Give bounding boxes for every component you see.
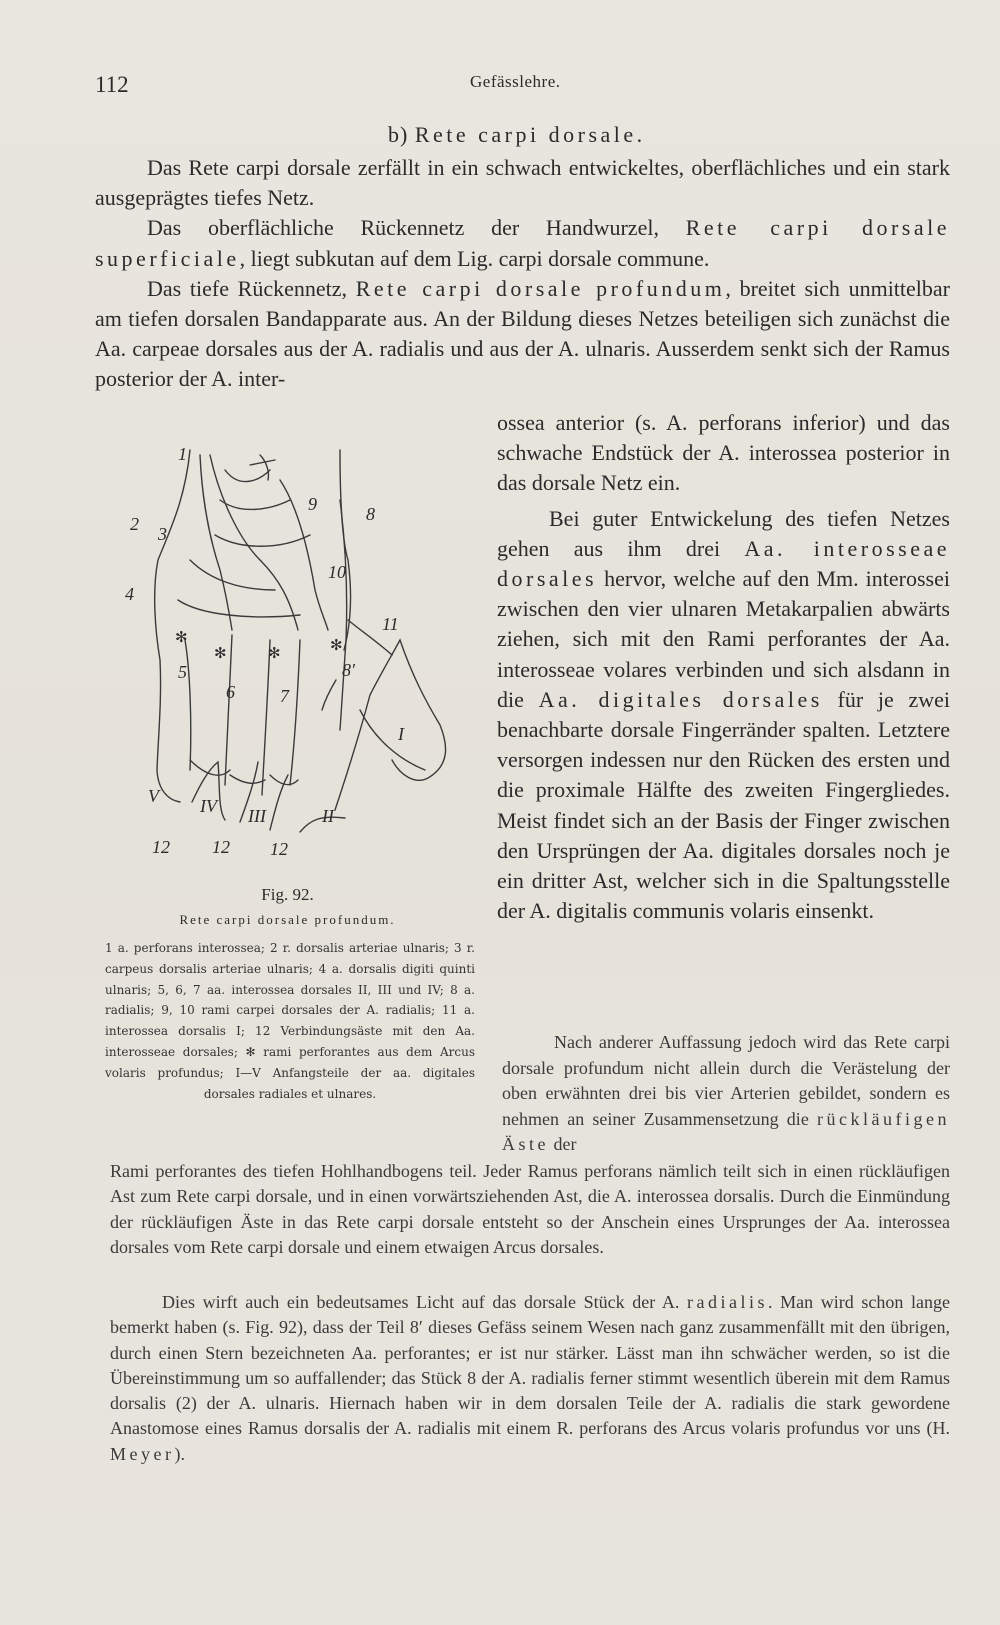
label-roman-V: V	[148, 786, 159, 806]
p3-text-a: Das tiefe Rückennetz,	[147, 275, 356, 301]
p3-term: Rete carpi dorsale profundum	[355, 275, 726, 301]
main-text-top	[95, 153, 950, 395]
hand-artery-figure	[125, 440, 470, 870]
section-prefix: b)	[388, 122, 415, 147]
section-title-spaced: Rete carpi dorsale.	[414, 122, 646, 147]
label-2: 2	[130, 514, 139, 534]
p2-text-b: , liegt subkutan auf dem Lig. carpi dorsale commune.	[239, 245, 710, 271]
p5-text-b: der	[549, 1134, 577, 1154]
artery-main	[200, 455, 232, 630]
p5-term: rückläufigen Äste	[502, 1108, 950, 1154]
hand-outline	[155, 450, 190, 802]
paragraph-5-right	[502, 1030, 950, 1158]
p4-text-b: hervor, welche auf den Mm. interossei zwischen den vier ulnaren Metakarpalien abwärts ziehen, sich mit den Rami perforantes der Aa. interosseae volares verbinden und sich alsdann in die	[497, 566, 950, 712]
label-12c: 12	[270, 839, 288, 859]
p4-term-1: Aa. interosseae dorsales	[497, 535, 950, 592]
p4-text-a: Bei guter Entwickelung des tiefen Netzes gehen aus ihm drei	[497, 505, 950, 561]
paragraph-2	[95, 213, 950, 273]
label-1: 1	[178, 444, 187, 464]
label-12a: 12	[152, 837, 170, 857]
page-number: 112	[95, 72, 129, 97]
figure-caption: 1 a. perforans interossea; 2 r. dorsalis arteriae ulnaris; 3 r. carpeus dorsalis arteriae ulnaris; 4 a. dorsalis digiti quinti ulnaris; 5, 6, 7 aa. interossea dorsales II, III und IV; 8 a. radialis; 9, 10 rami carpei dorsales der A. radialis; 11 a. interossea dorsalis I; 12 Verbindungsäste mit den Aa. interosseae dorsales; ✻ rami perforantes aus dem Arcus volaris profundus; I—V Anfangsteile der aa. digitales dorsales radiales et ulnares.	[105, 941, 475, 1101]
p6-text-c: ).	[174, 1443, 185, 1464]
right-column-text	[497, 408, 950, 926]
star-4: ✻	[330, 638, 343, 654]
p2-text-a: Das oberflächliche Rückennetz der Handwurzel,	[147, 215, 686, 241]
label-8-prime: 8′	[342, 660, 355, 680]
star-3: ✻	[268, 646, 281, 662]
paragraph-3	[95, 274, 950, 395]
label-roman-II: II	[322, 806, 334, 826]
label-7: 7	[280, 686, 289, 706]
figure-label: Fig. 92.	[261, 885, 314, 904]
p2-term: Rete carpi dorsale superficiale	[95, 215, 950, 271]
p6-author: Meyer	[110, 1443, 175, 1464]
p3-text-b: , breitet sich unmittelbar am tiefen dorsalen Bandapparate aus. An der Bildung dieses Netzes beteiligen sich zunächst die Aa. carpeae dorsales aus der A. radialis und aus der A. ulnaris. Ausserdem senkt sich der Ramus posterior der A. inter-	[95, 275, 950, 392]
label-roman-III: III	[248, 806, 266, 826]
label-roman-I: I	[398, 724, 404, 744]
label-12b: 12	[212, 837, 230, 857]
label-3: 3	[158, 524, 167, 544]
p6-text-a: Dies wirft auch ein bedeutsames Licht auf das dorsale Stück der A.	[162, 1292, 687, 1312]
label-4: 4	[125, 584, 134, 604]
paragraph-4	[497, 504, 950, 927]
star-1: ✻	[175, 630, 188, 646]
running-title: Gefässlehre.	[470, 72, 561, 91]
p5-text-a: Nach anderer Auffassung jedoch wird das Rete carpi dorsale profundum nicht allein durch die Verästelung der oben erwähnten drei bis vier Arterien gebildet, sondern es nehmen an seiner Zusammensetzung die	[502, 1032, 950, 1129]
label-5: 5	[178, 662, 187, 682]
paragraph-1: Das Rete carpi dorsale zerfällt in ein schwach entwickeltes, oberflächliches und ein stark ausgeprägtes tiefes Netz.	[95, 155, 950, 211]
p4-term-2: Aa. digitales dorsales	[538, 686, 823, 712]
paragraph-5-full: Rami perforantes des tiefen Hohlhandbogens teil. Jeder Ramus perforans nämlich teilt sich in einen rückläufigen Ast zum Rete carpi dorsale, und in einen vorwärtsziehenden Ast, die A. interossea dorsalis. Durch die Einmündung der rückläufigen Äste in das Rete carpi dorsale entsteht so der Anschein eines Ursprunges der Aa. interossea dorsales vom Rete carpi dorsale und einem etwaigen Arcus dorsales.	[110, 1161, 950, 1257]
label-8: 8	[366, 504, 375, 524]
p4-text-c: für je zwei benachbarte dorsale Fingerränder spalten. Letztere versorgen indessen nur den Rücken des ersten und die proximale Hälfte des zweiten Fingergliedes. Meist findet sich an der Basis der Finger zwischen den Ursprüngen der Aa. digitales dorsales noch je ein dritter Ast, welcher sich in die Spaltungsstelle der A. digitalis communis volaris einsenkt.	[497, 686, 950, 924]
label-6: 6	[226, 682, 235, 702]
p6-term: radialis	[687, 1292, 768, 1312]
label-9: 9	[308, 494, 317, 514]
paragraph-3-continued: ossea anterior (s. A. perforans inferior) und das schwache Endstück der A. interossea posterior in das dorsale Netz ein.	[497, 410, 950, 496]
label-10: 10	[328, 562, 346, 582]
label-11: 11	[382, 614, 399, 634]
p6-text-b: . Man wird schon lange bemerkt haben (s. Fig. 92), dass der Teil 8′ dieses Gefäss seinem Wesen nach ganz zusammenfällt mit den übrigen, durch einen Stern bezeichneten Aa. perforantes; er ist nur stärker. Lässt man ihn schwächer werden, so ist die Übereinstimmung um so auffallender; das Stück 8 der A. radialis ferner stimmt wesentlich überein mit dem Ramus dorsalis (2) der A. ulnaris. Hiernach haben wir in dem dorsalen Teile der A. radialis die stark gewordene Anastomose eines Ramus dorsalis der A. radialis mit einem R. perforans des Arcus volaris profundus vor uns (H.	[110, 1292, 950, 1439]
section-title	[388, 122, 646, 148]
figure-subtitle: Rete carpi dorsale profundum.	[179, 912, 396, 927]
star-2: ✻	[214, 646, 227, 662]
label-roman-IV: IV	[200, 796, 217, 816]
paragraph-6	[110, 1290, 950, 1467]
